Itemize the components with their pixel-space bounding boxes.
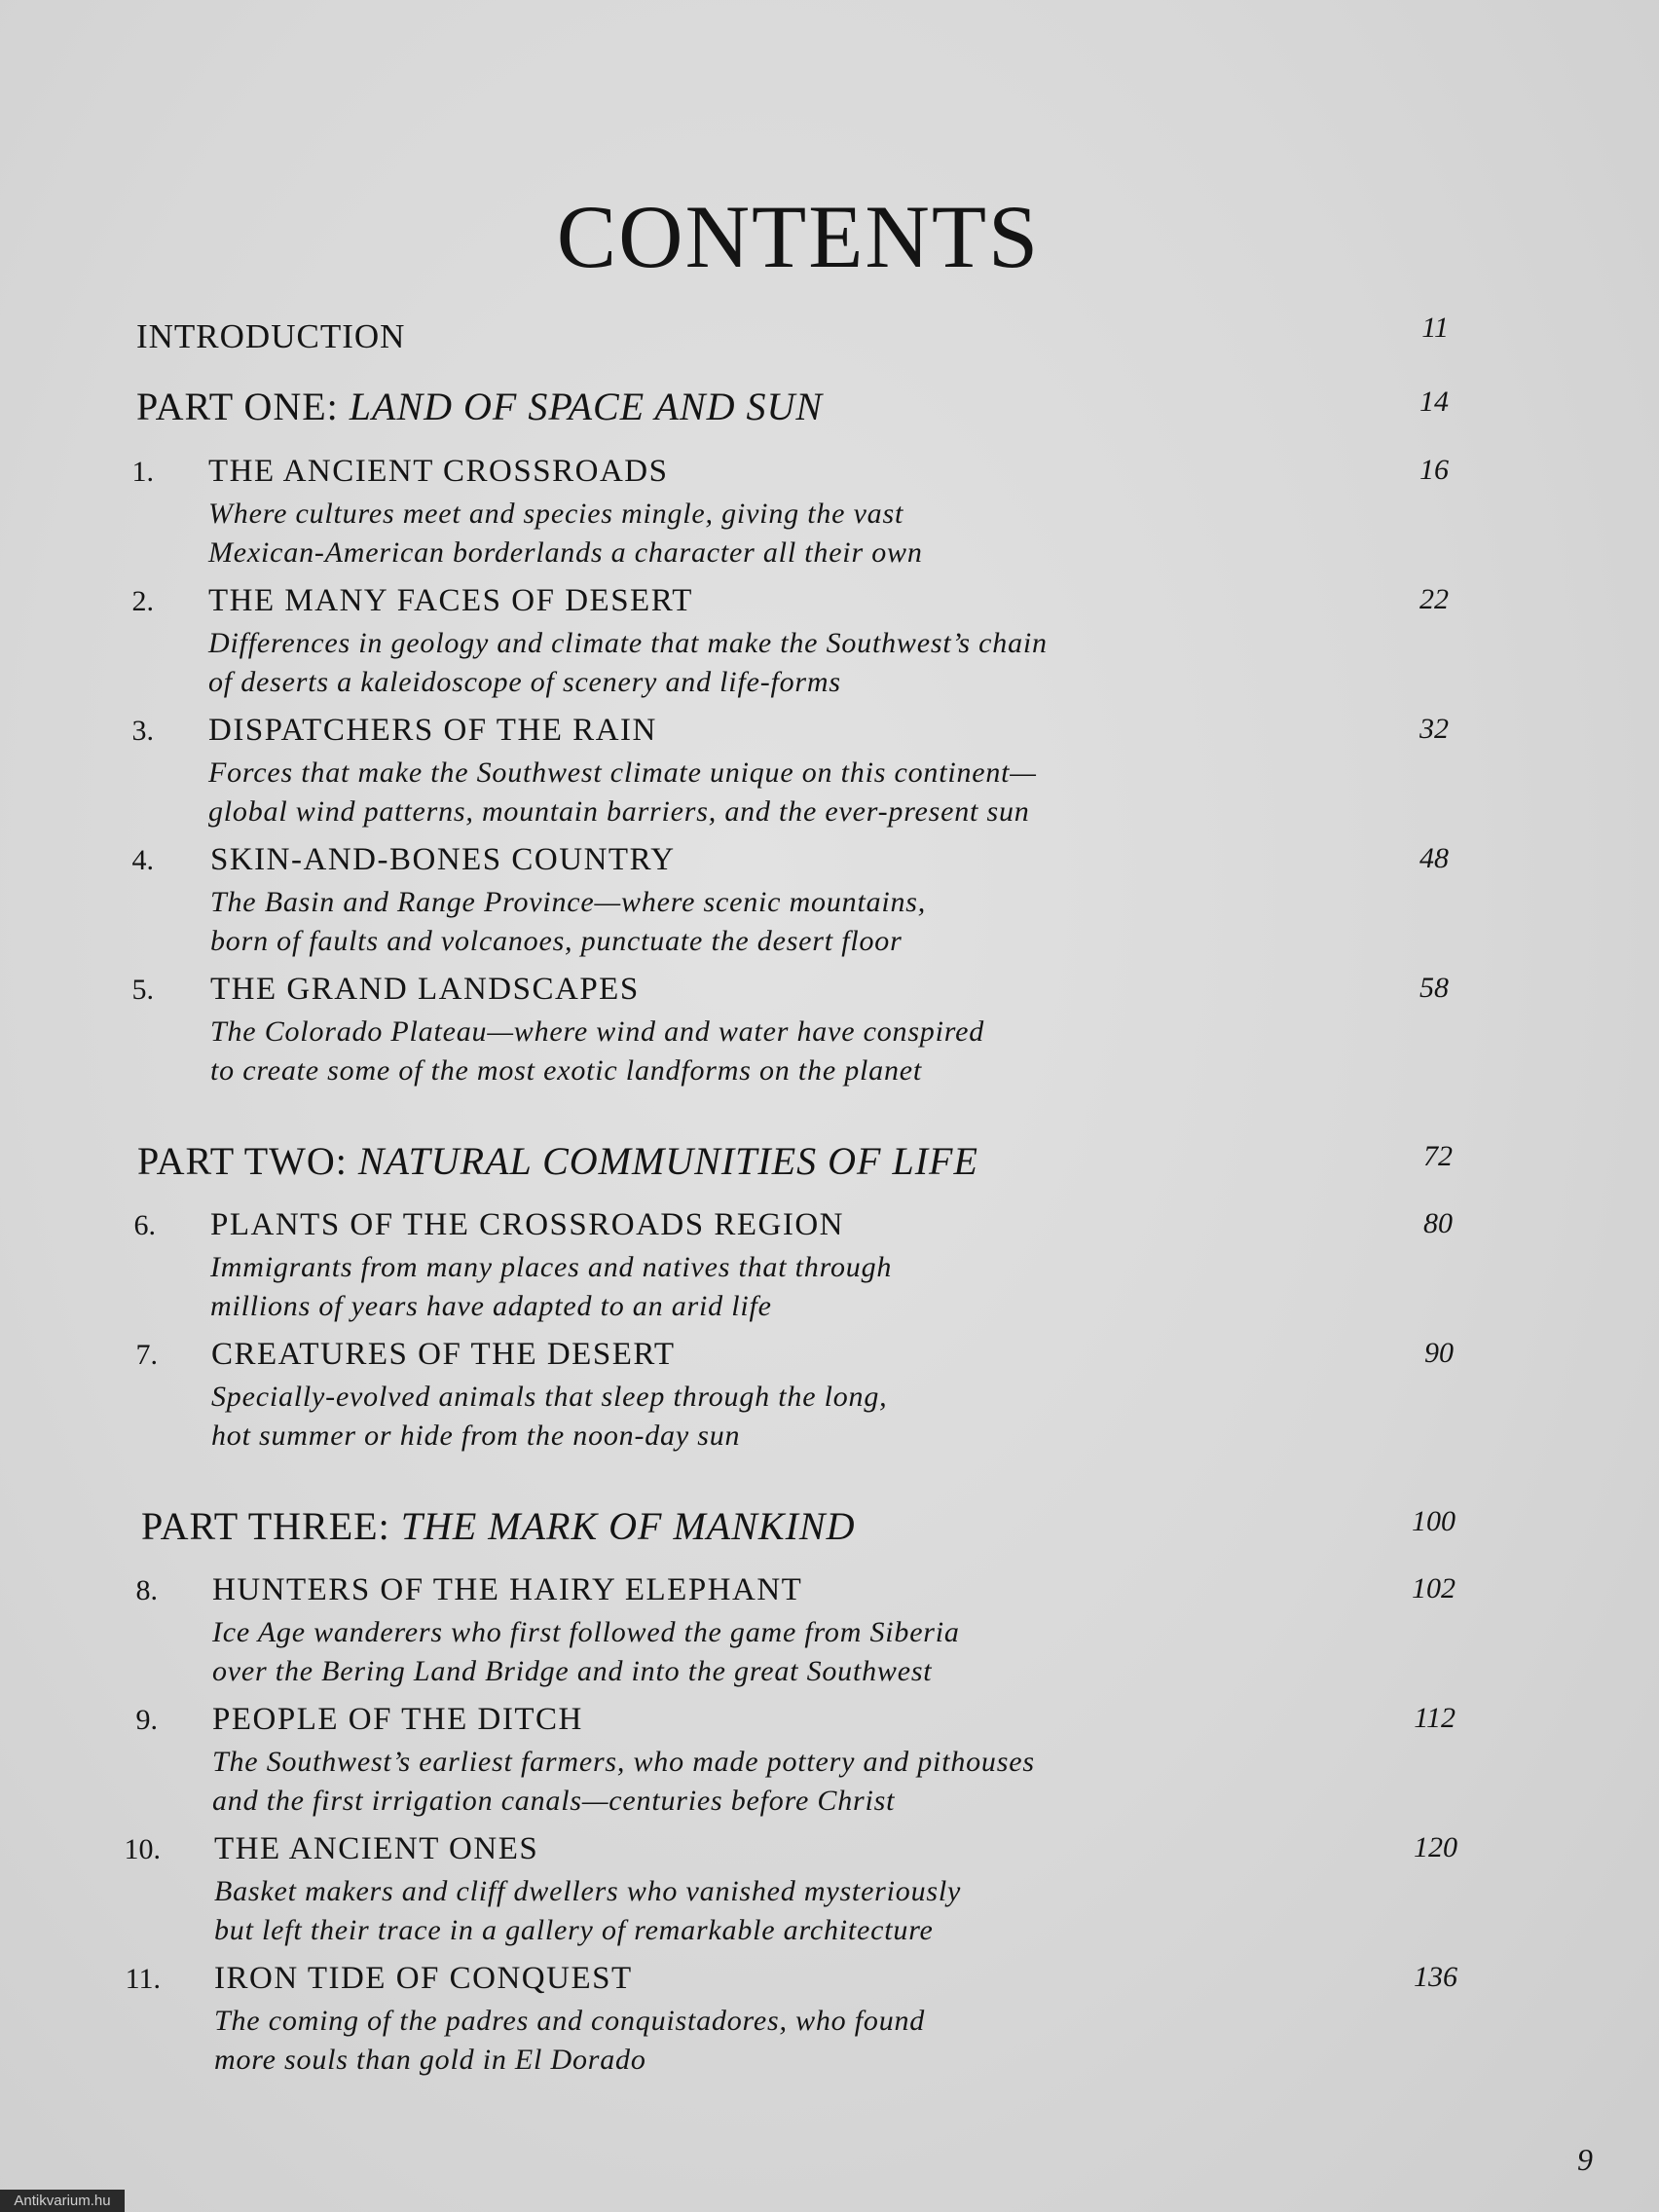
page-number: 14 [1419,386,1449,418]
chapter-number: 10. [124,1833,161,1865]
chapter-description: Ice Age wanderers who first followed the game from Siberia [212,1616,960,1648]
page-number: 48 [1419,842,1449,874]
chapter-title: DISPATCHERS OF THE RAIN [208,713,657,748]
part-subtitle: LAND OF SPACE AND SUN [349,385,824,428]
page-number: 58 [1419,972,1449,1004]
page-number: 72 [1423,1140,1453,1172]
chapter-title: IRON TIDE OF CONQUEST [214,1961,633,1996]
folio-page-number: 9 [1577,2142,1593,2177]
chapter-number: 4. [131,844,154,876]
chapter-description: and the first irrigation canals—centuries before Christ [212,1785,896,1817]
chapter-description: of deserts a kaleidoscope of scenery and life-forms [208,666,841,698]
part-subtitle: THE MARK OF MANKIND [400,1504,856,1548]
chapter-description: to create some of the most exotic landforms on the planet [210,1054,923,1087]
chapter-description: millions of years have adapted to an arid life [210,1290,772,1322]
chapter-number: 9. [135,1704,158,1736]
chapter-number: 2. [131,585,154,617]
chapter-number: 8. [135,1574,158,1606]
chapter-description: The Basin and Range Province—where scenic mountains, [210,886,927,918]
chapter-title: CREATURES OF THE DESERT [211,1337,676,1372]
chapter-description: global wind patterns, mountain barriers, and the ever-present sun [208,795,1030,828]
part-label: PART THREE: [141,1504,401,1548]
page-number: 16 [1419,454,1449,486]
page-number: 22 [1419,583,1449,615]
page-title: CONTENTS [556,186,1041,286]
part-heading [137,1138,978,1184]
chapter-description: born of faults and volcanoes, punctuate the desert floor [210,925,903,957]
part-label: PART TWO: [137,1139,358,1183]
chapter-title: SKIN-AND-BONES COUNTRY [210,842,676,877]
chapter-title: PEOPLE OF THE DITCH [212,1702,583,1737]
chapter-description: Basket makers and cliff dwellers who vanished mysteriously [214,1875,962,1907]
chapter-title: THE GRAND LANDSCAPES [210,972,640,1007]
page-number: 112 [1414,1702,1456,1734]
introduction-label: INTRODUCTION [136,317,406,355]
chapter-title: PLANTS OF THE CROSSROADS REGION [210,1207,844,1242]
page-number: 136 [1414,1961,1457,1993]
page-number: 90 [1424,1337,1454,1369]
chapter-description: Immigrants from many places and natives that through [210,1251,893,1283]
chapter-title: THE ANCIENT CROSSROADS [208,454,669,489]
chapter-description: The Southwest’s earliest farmers, who made pottery and pithouses [212,1746,1035,1778]
chapter-description: over the Bering Land Bridge and into the great Southwest [212,1655,933,1687]
page-number: 80 [1423,1207,1453,1239]
chapter-title: THE ANCIENT ONES [214,1831,539,1866]
chapter-title: HUNTERS OF THE HAIRY ELEPHANT [212,1572,803,1607]
chapter-title: THE MANY FACES OF DESERT [208,583,693,618]
chapter-description: hot summer or hide from the noon-day sun [211,1419,741,1452]
watermark: Antikvarium.hu [0,2190,125,2212]
part-label: PART ONE: [136,385,350,428]
page-number: 102 [1412,1572,1456,1604]
page-number: 11 [1421,312,1449,344]
chapter-description: Differences in geology and climate that make the Southwest’s chain [208,627,1048,659]
chapter-description: Where cultures meet and species mingle, giving the vast [208,498,904,530]
chapter-description: more souls than gold in El Dorado [214,2044,646,2076]
chapter-number: 5. [131,974,154,1006]
page-number: 32 [1419,713,1449,745]
page-number: 120 [1414,1831,1457,1863]
part-heading [141,1503,855,1549]
part-subtitle: NATURAL COMMUNITIES OF LIFE [357,1139,978,1183]
part-heading [136,384,823,429]
chapter-description: but left their trace in a gallery of remarkable architecture [214,1914,934,1946]
chapter-number: 11. [125,1963,161,1995]
chapter-description: Mexican-American borderlands a character all their own [208,536,923,569]
chapter-number: 6. [133,1209,156,1241]
page-number: 100 [1412,1505,1456,1537]
chapter-description: The coming of the padres and conquistadores, who found [214,2005,926,2037]
chapter-number: 3. [131,715,154,747]
chapter-description: Forces that make the Southwest climate unique on this continent— [208,756,1037,789]
chapter-description: The Colorado Plateau—where wind and water have conspired [210,1015,985,1048]
chapter-description: Specially-evolved animals that sleep through the long, [211,1381,888,1413]
chapter-number: 7. [135,1339,158,1371]
chapter-number: 1. [131,456,154,488]
